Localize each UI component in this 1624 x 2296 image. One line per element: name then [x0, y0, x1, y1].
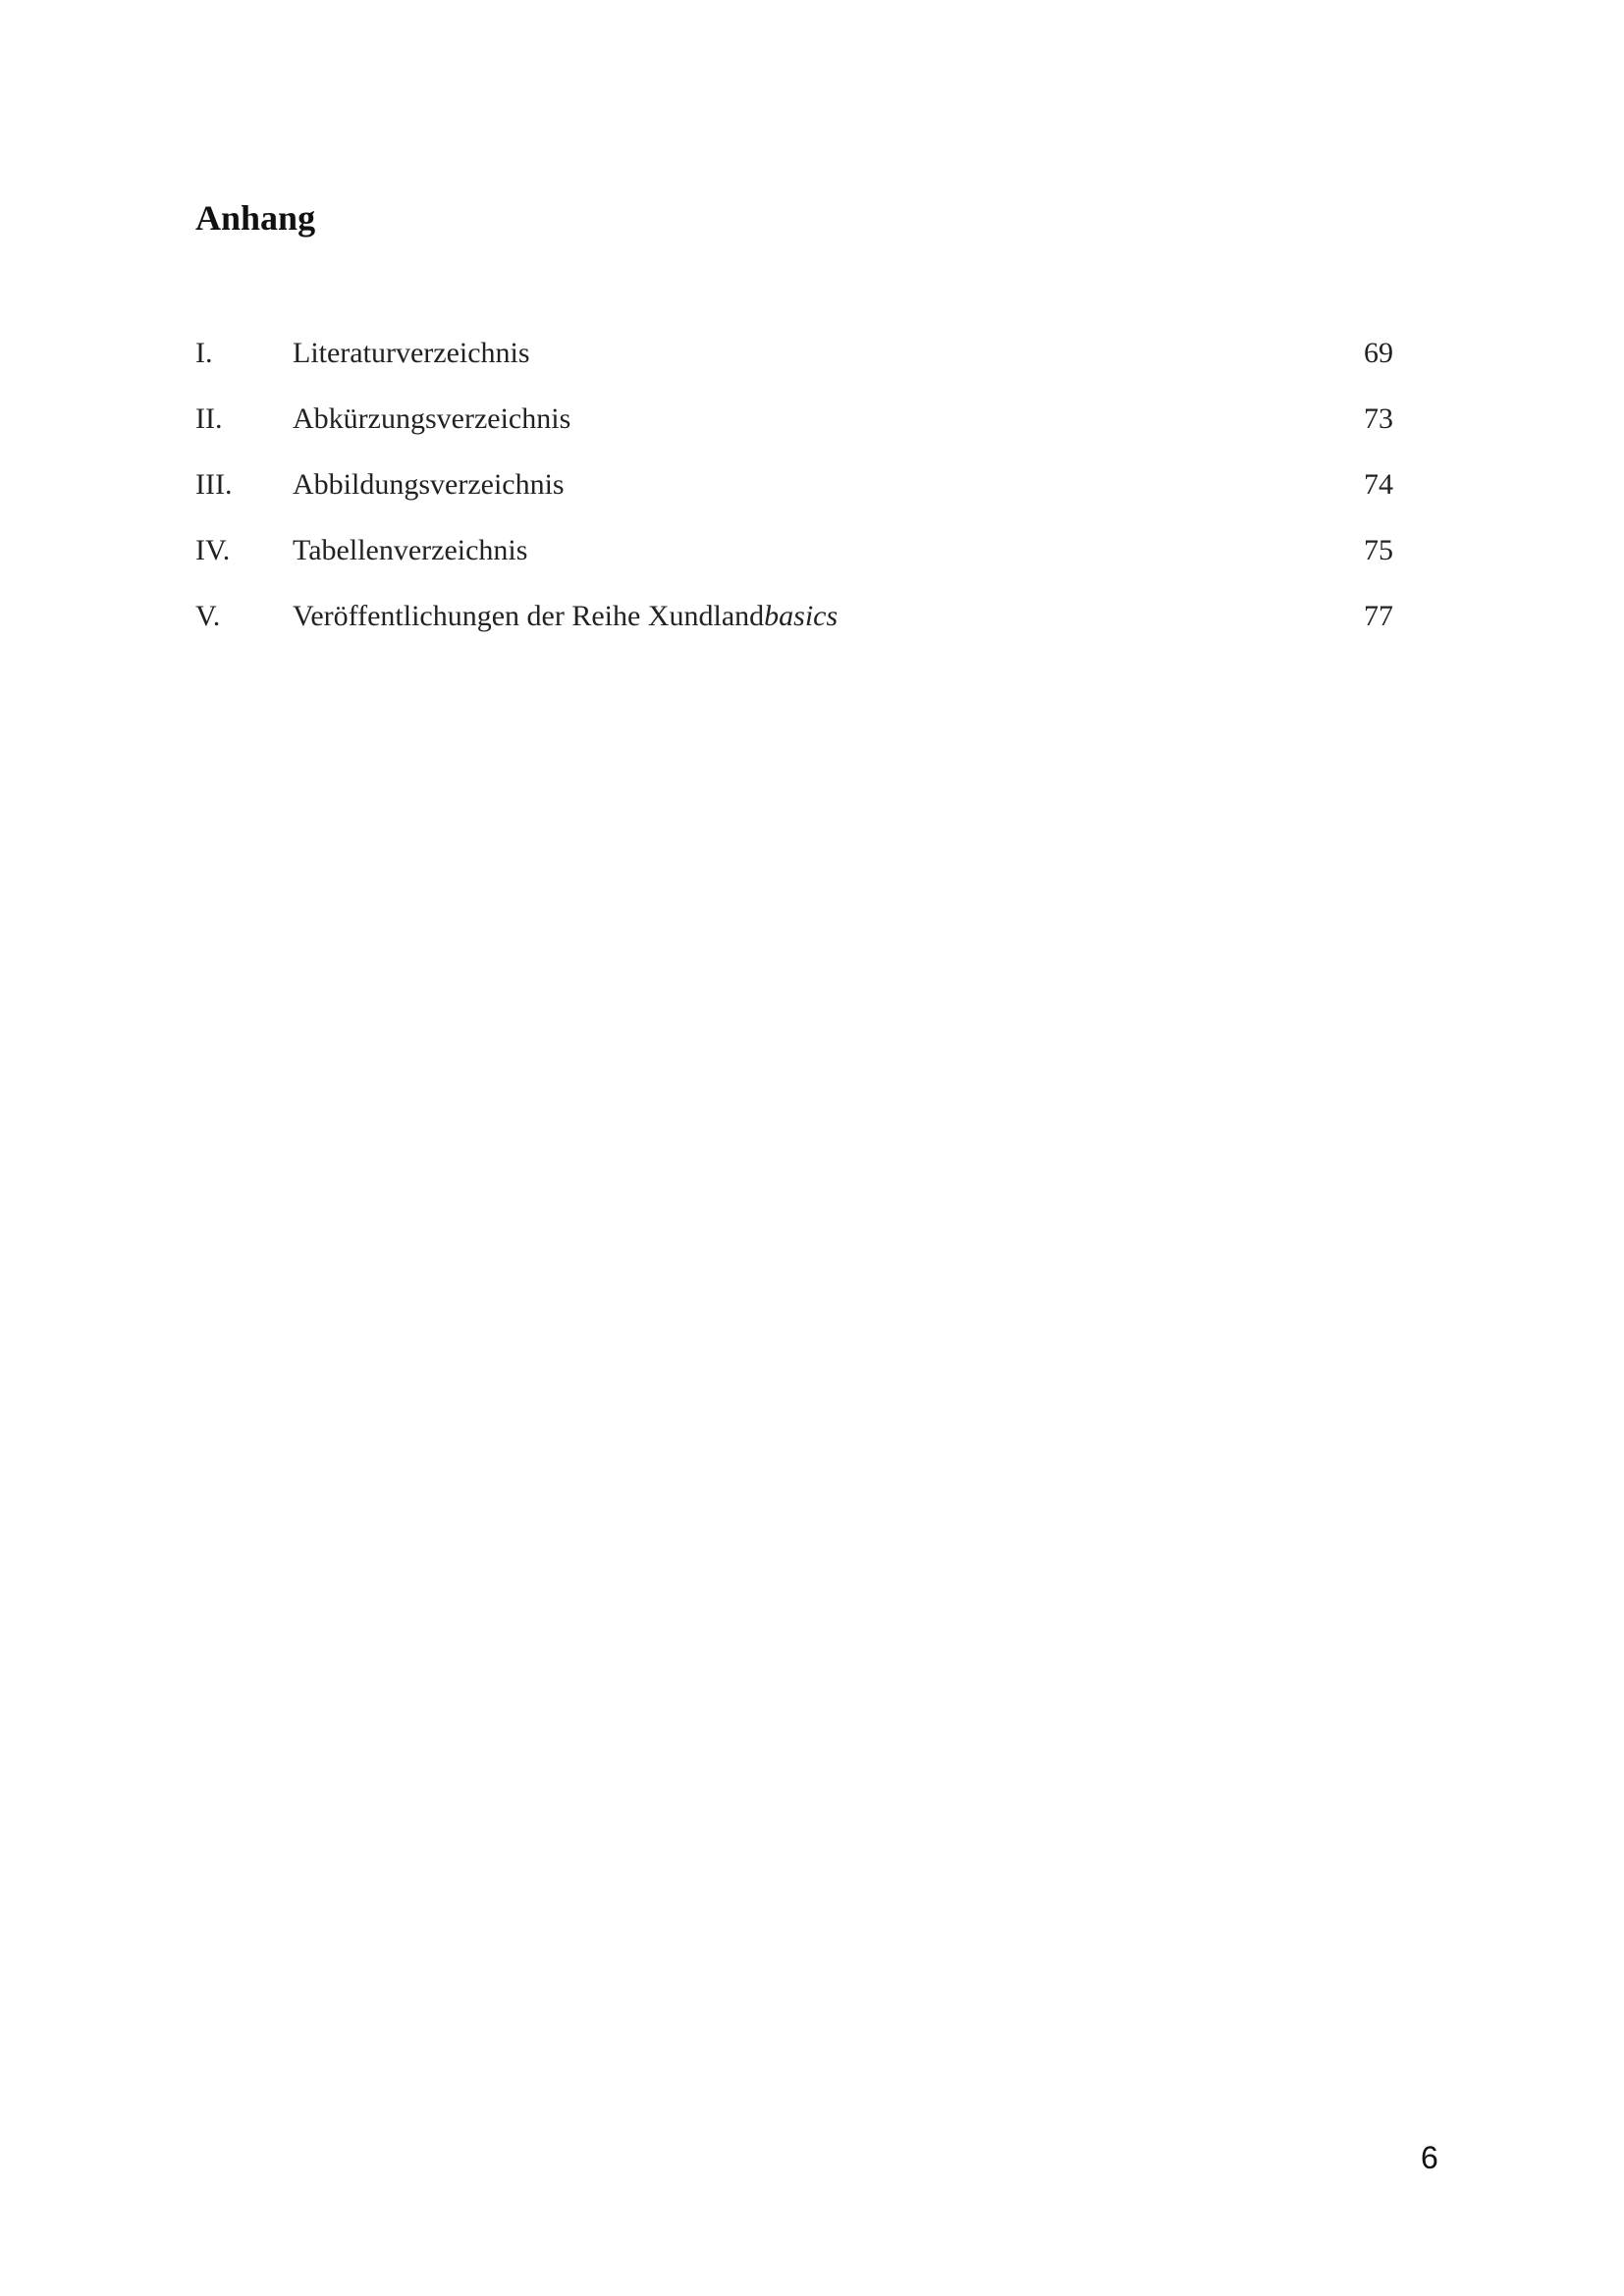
toc-entry-number: I. [195, 337, 213, 369]
page-title: Anhang [195, 198, 316, 238]
toc-entry-abbildungsverzeichnis[interactable] [195, 462, 1393, 528]
table-of-contents [195, 331, 1393, 660]
toc-entry-title-text: Abbildungsverzeichnis [293, 468, 565, 501]
toc-entry-title[interactable] [293, 331, 530, 376]
toc-entry-page: 69 [1364, 337, 1393, 369]
toc-entry-title-text: Tabellenverzeichnis [293, 534, 528, 566]
toc-entry-title[interactable] [293, 397, 570, 442]
toc-entry-title-text: Abkürzungsverzeichnis [293, 402, 571, 435]
toc-entry-page: 75 [1364, 534, 1393, 566]
toc-entry-abkuerzungsverzeichnis[interactable] [195, 397, 1393, 462]
toc-entry-literaturverzeichnis[interactable] [195, 331, 1393, 397]
toc-entry-tabellenverzeichnis[interactable] [195, 528, 1393, 594]
toc-entry-number: V. [195, 600, 221, 632]
toc-entry-title-text: Literaturverzeichnis [293, 337, 530, 369]
toc-entry-number: IV. [195, 534, 231, 566]
toc-entry-page: 74 [1364, 468, 1393, 501]
toc-entry-page: 77 [1364, 600, 1393, 632]
toc-entry-page: 73 [1364, 402, 1393, 435]
toc-entry-title[interactable] [293, 594, 838, 639]
page-number: 6 [1421, 2140, 1438, 2175]
toc-entry-veroeffentlichungen[interactable] [195, 594, 1393, 660]
toc-entry-title[interactable] [293, 462, 565, 507]
toc-entry-title-italic: basics [764, 600, 839, 632]
toc-entry-number: III. [195, 468, 233, 501]
toc-entry-number: II. [195, 402, 223, 435]
toc-entry-title[interactable] [293, 528, 527, 573]
toc-entry-title-text: Veröffentlichungen der Reihe Xundland [293, 600, 765, 632]
